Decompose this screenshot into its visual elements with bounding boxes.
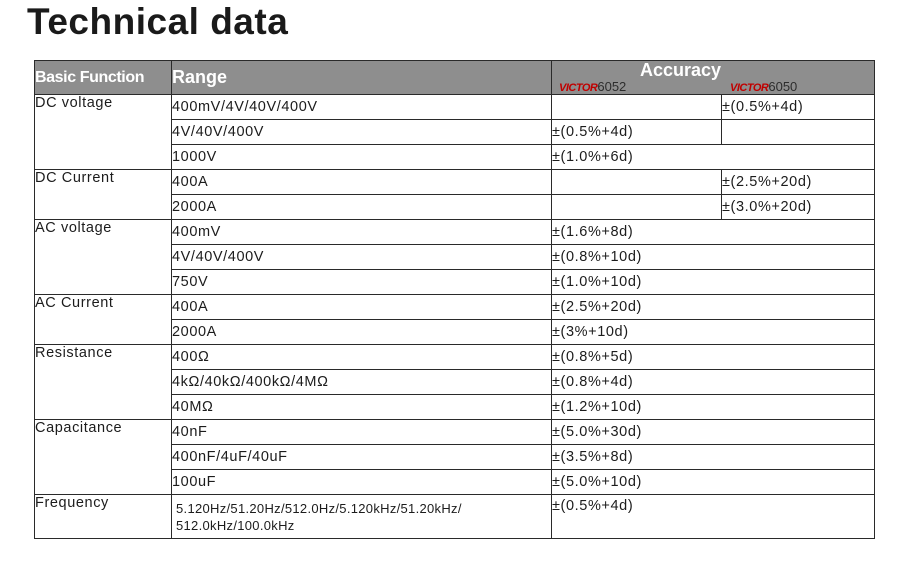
range-cell: 4kΩ/40kΩ/400kΩ/4MΩ: [172, 370, 552, 395]
function-dc-current: DC Current: [35, 170, 172, 220]
range-cell: 40MΩ: [172, 395, 552, 420]
range-cell: 4V/40V/400V: [172, 245, 552, 270]
accuracy-cell: ±(1.0%+6d): [552, 145, 875, 170]
function-dc-voltage: DC voltage: [35, 95, 172, 170]
range-cell: 400A: [172, 170, 552, 195]
accuracy-cell: ±(2.5%+20d): [552, 295, 875, 320]
table-row: [35, 295, 875, 320]
function-capacitance: Capacitance: [35, 420, 172, 495]
range-cell: 4V/40V/400V: [172, 120, 552, 145]
range-cell: 100uF: [172, 470, 552, 495]
table-row: [35, 220, 875, 245]
frequency-range-line-2: 512.0kHz/100.0kHz: [176, 517, 295, 533]
accuracy-6052-cell: ±(0.5%+4d): [552, 120, 722, 145]
range-cell: 400nF/4uF/40uF: [172, 445, 552, 470]
table-row: [35, 420, 875, 445]
function-ac-current: AC Current: [35, 295, 172, 345]
range-cell: 400Ω: [172, 345, 552, 370]
range-cell: 2000A: [172, 320, 552, 345]
range-cell: [172, 495, 552, 539]
accuracy-cell: ±(3.5%+8d): [552, 445, 875, 470]
function-frequency: Frequency: [35, 495, 172, 539]
accuracy-6050-cell: ±(2.5%+20d): [722, 170, 875, 195]
accuracy-6050-cell: ±(0.5%+4d): [722, 95, 875, 120]
victor-logo: VICTOR: [730, 82, 769, 94]
frequency-range-line-1: 5.120Hz/51.20Hz/512.0Hz/5.120kHz/51.20kHz/: [176, 500, 462, 516]
accuracy-cell: ±(3%+10d): [552, 320, 875, 345]
table-row: [35, 95, 875, 120]
victor-logo: VICTOR: [559, 82, 598, 94]
accuracy-cell: ±(1.2%+10d): [552, 395, 875, 420]
accuracy-6052-cell: [552, 95, 722, 120]
accuracy-cell: ±(0.8%+5d): [552, 345, 875, 370]
accuracy-cell: ±(5.0%+10d): [552, 470, 875, 495]
table-row: [35, 170, 875, 195]
range-cell: 400mV/4V/40V/400V: [172, 95, 552, 120]
page-title: Technical data: [27, 1, 289, 42]
range-cell: 400mV: [172, 220, 552, 245]
accuracy-cell: ±(5.0%+30d): [552, 420, 875, 445]
table-row: [35, 495, 875, 539]
model-6052-label: [559, 80, 626, 95]
function-ac-voltage: AC voltage: [35, 220, 172, 295]
accuracy-cell: ±(1.0%+10d): [552, 270, 875, 295]
accuracy-6052-cell: [552, 195, 722, 220]
accuracy-6050-cell: ±(3.0%+20d): [722, 195, 875, 220]
model-number: 6052: [597, 79, 627, 94]
accuracy-label: Accuracy: [640, 60, 722, 80]
function-resistance: Resistance: [35, 345, 172, 420]
header-accuracy: [552, 61, 875, 95]
accuracy-6052-cell: [552, 170, 722, 195]
range-cell: 1000V: [172, 145, 552, 170]
technical-data-table: [34, 60, 875, 539]
accuracy-cell: ±(0.5%+4d): [552, 495, 875, 539]
range-cell: 40nF: [172, 420, 552, 445]
accuracy-cell: ±(1.6%+8d): [552, 220, 875, 245]
header-range: Range: [172, 61, 552, 95]
model-6050-label: [730, 80, 797, 95]
model-number: 6050: [768, 79, 798, 94]
accuracy-cell: ±(0.8%+4d): [552, 370, 875, 395]
accuracy-6050-cell: [722, 120, 875, 145]
accuracy-cell: ±(0.8%+10d): [552, 245, 875, 270]
range-cell: 400A: [172, 295, 552, 320]
table-row: [35, 345, 875, 370]
table-header-row: [35, 61, 875, 95]
header-basic-function: Basic Function: [35, 61, 172, 95]
range-cell: 750V: [172, 270, 552, 295]
range-cell: 2000A: [172, 195, 552, 220]
